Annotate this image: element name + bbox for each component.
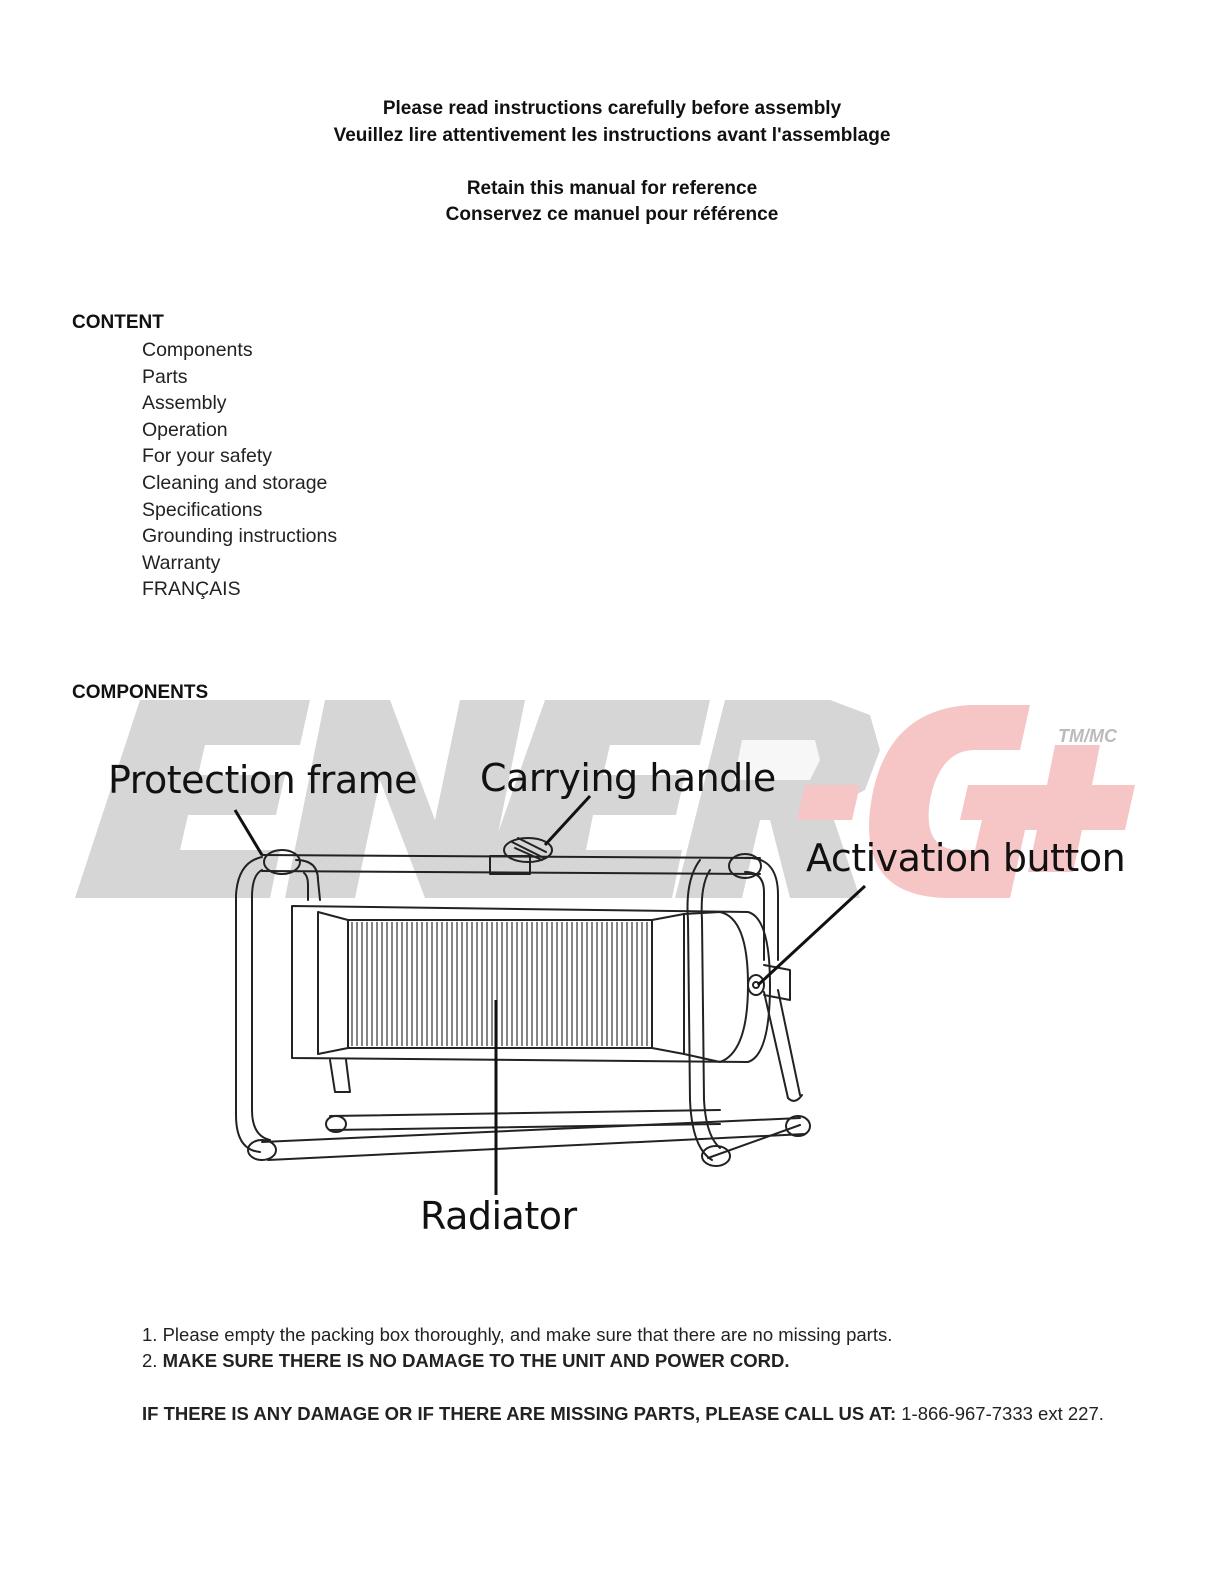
table-of-contents [142, 337, 337, 603]
instruction-step-2 [142, 1350, 790, 1372]
header-line-3: Retain this manual for reference [466, 178, 758, 199]
toc-item-cleaning: Cleaning and storage [142, 471, 328, 494]
step-2-text: MAKE SURE THERE IS NO DAMAGE TO THE UNIT AND POWER CORD. [162, 1350, 790, 1371]
label-radiator: Radiator [420, 1194, 577, 1238]
label-activation-button: Activation button [806, 836, 1126, 880]
contact-label: IF THERE IS ANY DAMAGE OR IF THERE ARE MISSING PARTS, PLEASE CALL US AT: [142, 1403, 897, 1424]
toc-item-safety: For your safety [142, 445, 273, 468]
toc-item-francais: FRANÇAIS [142, 578, 241, 601]
components-title: COMPONENTS [72, 682, 209, 703]
toc-item-grounding: Grounding instructions [142, 525, 338, 548]
instruction-step-1 [142, 1324, 892, 1346]
toc-item-components: Components [142, 339, 253, 361]
trademark-mark: TM/MC [1058, 726, 1117, 746]
step-1-number: 1. [142, 1324, 158, 1345]
label-carrying-handle: Carrying handle [480, 756, 776, 800]
toc-item-parts: Parts [142, 365, 188, 388]
step-2-number: 2. [142, 1350, 158, 1371]
content-title: CONTENT [72, 312, 164, 333]
label-protection-frame: Protection frame [108, 758, 418, 802]
toc-item-assembly: Assembly [142, 392, 227, 415]
toc-item-specifications: Specifications [142, 498, 263, 521]
header-line-2: Veuillez lire attentivement les instructions avant l'assemblage [333, 125, 891, 146]
header-line-1: Please read instructions carefully before assembly [382, 98, 842, 119]
contact-notice [142, 1403, 1104, 1425]
contact-phone: 1-866-967-7333 ext 227. [901, 1403, 1104, 1424]
toc-item-operation: Operation [142, 418, 228, 441]
header-line-4: Conservez ce manuel pour référence [445, 204, 779, 225]
toc-item-warranty: Warranty [142, 551, 221, 574]
step-1-text: Please empty the packing box thoroughly, and make sure that there are no missing parts. [162, 1324, 893, 1345]
